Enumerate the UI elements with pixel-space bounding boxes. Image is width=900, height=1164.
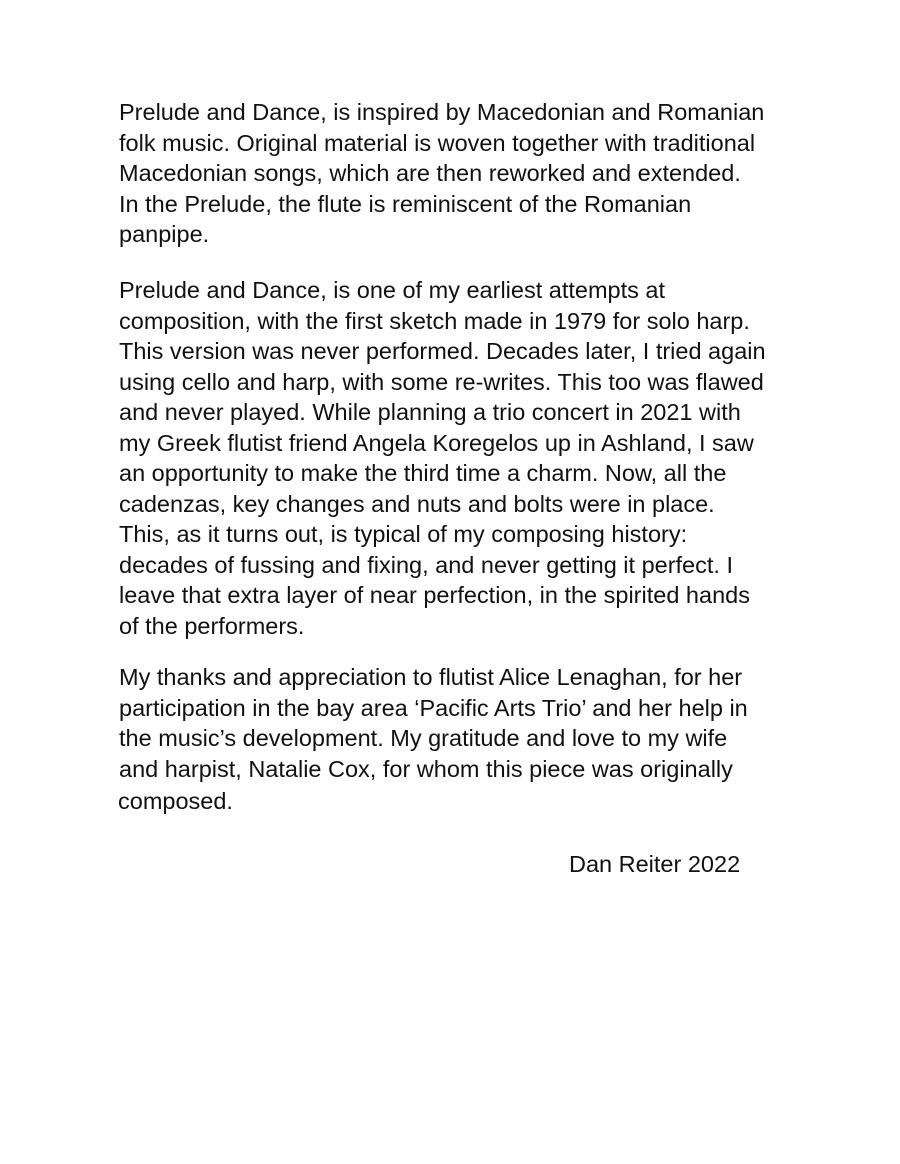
text-line: panpipe.: [119, 221, 210, 247]
text-line: My thanks and appreciation to flutist Alice Lenaghan, for her: [119, 664, 743, 690]
text-line: using cello and harp, with some re-writes. This too was flawed: [119, 368, 764, 395]
text-line: Prelude and Dance, is inspired by Macedonian and Romanian: [119, 99, 765, 125]
text-line: composition, with the first sketch made in 1979 for solo harp.: [119, 307, 750, 334]
text-line: decades of fussing and fixing, and never getting it perfect. I: [119, 551, 733, 578]
text-line: Prelude and Dance, is one of my earliest attempts at: [119, 277, 666, 303]
text-line: the music’s development. My gratitude and love to my wife: [119, 725, 728, 751]
text-line: and never played. While planning a trio concert in 2021 with: [119, 399, 741, 425]
text-line: and harpist, Natalie Cox, for whom this piece was originally: [119, 755, 733, 782]
text-line: composed.: [118, 788, 233, 814]
text-line: an opportunity to make the third time a charm. Now, all the: [119, 460, 727, 486]
paragraph-inspiration: [119, 97, 764, 250]
text-line: This version was never performed. Decades later, I tried again: [119, 338, 766, 364]
text-line: my Greek flutist friend Angela Koregelos up in Ashland, I saw: [119, 429, 754, 456]
text-line: folk music. Original material is woven together with traditional: [119, 129, 756, 156]
text-line: Macedonian songs, which are then reworked and extended.: [119, 160, 741, 186]
text-line: cadenzas, key changes and nuts and bolts were in place.: [119, 490, 715, 517]
text-line: participation in the bay area ‘Pacific Arts Trio’ and her help in: [119, 694, 748, 721]
author-signature: Dan Reiter 2022: [569, 851, 741, 877]
paragraph-history: [119, 275, 766, 641]
text-line: This, as it turns out, is typical of my composing history:: [119, 521, 688, 547]
text-line: leave that extra layer of near perfection, in the spirited hands: [119, 582, 750, 608]
paragraph-acknowledgements: [119, 662, 748, 817]
text-line: of the performers.: [119, 612, 305, 639]
text-line: In the Prelude, the flute is reminiscent of the Romanian: [119, 190, 692, 217]
